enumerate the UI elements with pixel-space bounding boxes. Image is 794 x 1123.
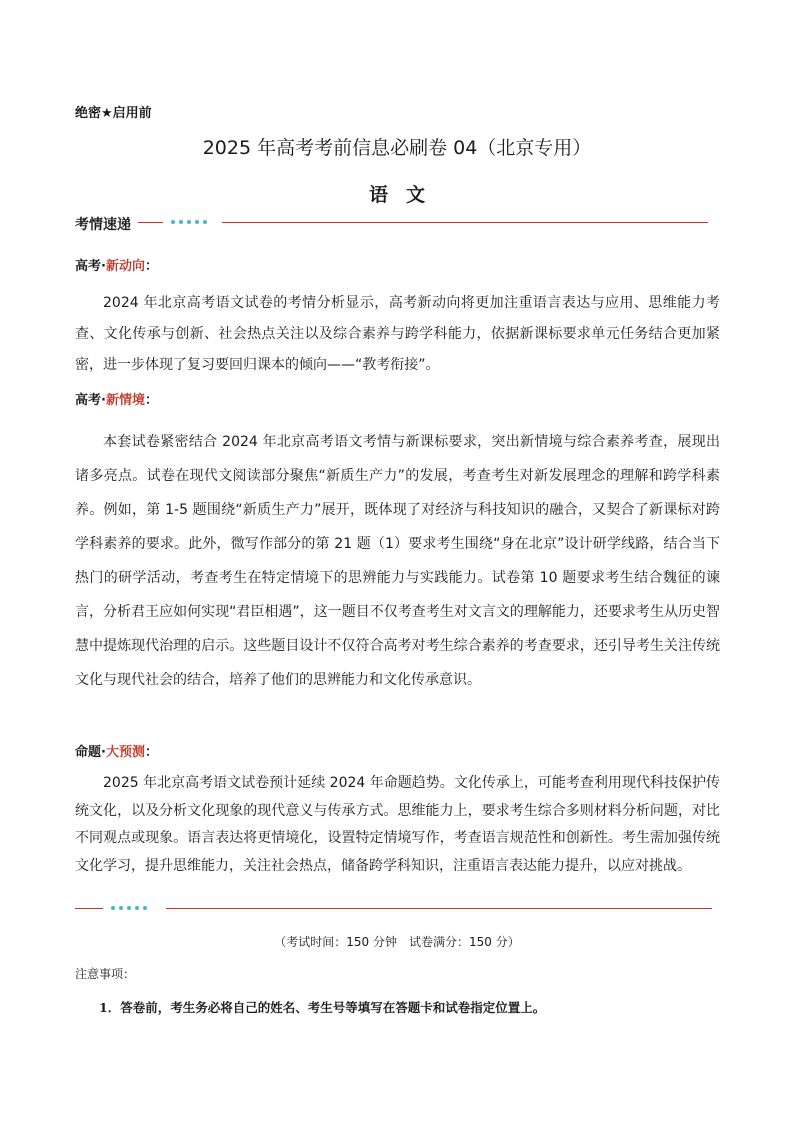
footer-rule-left (75, 908, 103, 909)
section-dots (171, 220, 207, 224)
footer-dots (111, 906, 147, 910)
block-text-new-direction: 2024 年北京高考语文试卷的考情分析显示，高考新动向将更加注重语言表达与应用、思维能力考查、文化传承与创新、社会热点关注以及综合素养与跨学科能力，依据新课标要求单元任务结合更加紧密，进一步体现了复习要回归课本的倾向——“教考衔接”。 (75, 295, 720, 373)
block-label-new-context: 高考·新情境： (75, 393, 158, 408)
section-rule-right (222, 222, 708, 223)
dot-icon (171, 220, 175, 224)
dot-icon (135, 906, 139, 910)
subject-title: 语文 (368, 184, 443, 206)
dot-icon (119, 906, 123, 910)
block-label-prediction: 命题·大预测： (75, 745, 158, 760)
note-item: 1．答卷前，考生务必将自己的姓名、考生号等填写在答题卡和试卷指定位置上。 (99, 1000, 546, 1015)
dot-icon (179, 220, 183, 224)
dot-icon (127, 906, 131, 910)
dot-icon (143, 906, 147, 910)
block-text-new-context: 本套试卷紧密结合 2024 年北京高考语文考情与新课标要求，突出新情境与综合素养考查，展现出诸多亮点。试卷在现代文阅读部分聚焦“新质生产力”的发展，考查考生对新发展理念的理解和跨学科素养。例如，第 1-5 题围绕“新质生产力”展开，既体现了对经济与科技知识的融合，又契合了新课标对跨学科素养的要求。此外，微写作部分的第 21 题（1）要求考生围绕“身在北京”设计研学线路，结合当下热门的研学活动，考查考生在特定情境下的思辨能力与实践能力。试卷第 10 题要求考生结合魏征的谏言，分析君王应如何实现“君臣相遇”，这一题目不仅考查考生对文言文的理解能力，还要求考生从历史智慧中提炼现代治理的启示。这些题目设计不仅符合高考对考生综合素养的考查要求，还引导考生关注传统文化与现代社会的结合，培养了他们的思辨能力和文化传承意识。 (75, 434, 720, 688)
dot-icon (111, 906, 115, 910)
page-title: 2025 年高考考前信息必刷卷 04（北京专用） (202, 137, 592, 159)
confidential-mark: 绝密★启用前 (75, 106, 152, 121)
exam-time-info: （考试时间：150 分钟 试卷满分：150 分） (274, 935, 520, 949)
notes-label: 注意事项： (75, 967, 136, 981)
block-text-prediction: 2025 年北京高考语文试卷预计延续 2024 年命题趋势。文化传承上，可能考查利用现代科技保护传统文化，以及分析文化现象的现代意义与传承方式。思维能力上，要求考生综合多则材料分析问题，对比不同观点或现象。语言表达将更情境化，设置特定情境写作，考查语言规范性和创新性。考生需加强传统文化学习，提升思维能力，关注社会热点，储备跨学科知识，注重语言表达能力提升，以应对挑战。 (75, 775, 720, 874)
block-label-new-direction: 高考·新动向： (75, 259, 158, 274)
section-rule-left (138, 222, 163, 223)
section-title: 考情速递 (75, 217, 131, 233)
footer-rule-right (166, 908, 712, 909)
dot-icon (187, 220, 191, 224)
dot-icon (203, 220, 207, 224)
dot-icon (195, 220, 199, 224)
